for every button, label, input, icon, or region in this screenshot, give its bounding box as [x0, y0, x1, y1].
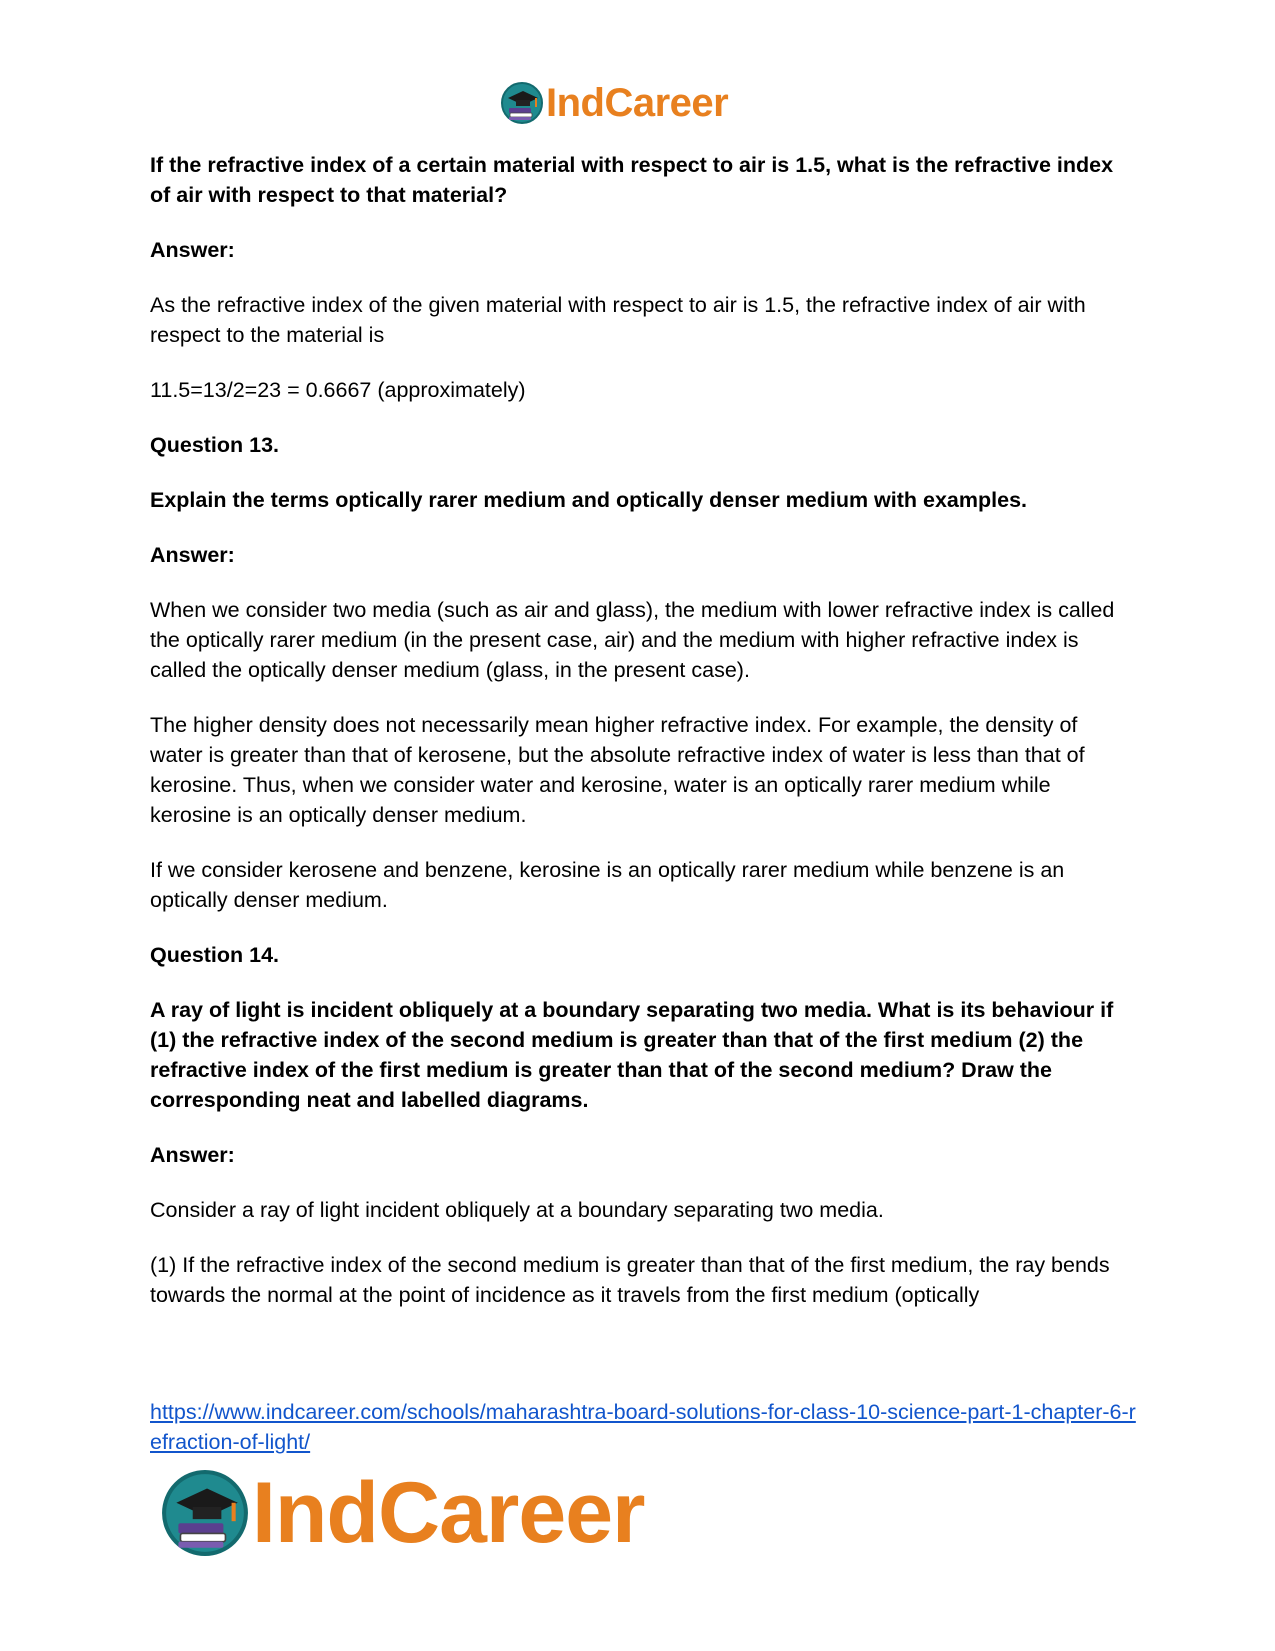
question-heading: Question 14. — [150, 943, 280, 967]
answer-label: Answer: — [150, 1143, 235, 1167]
graduation-cap-book-icon — [160, 1468, 250, 1558]
paragraph: Consider a ray of light incident obliquely at a boundary separating two media. — [150, 1198, 884, 1222]
question-heading: Question 13. — [150, 433, 280, 457]
brand-name: IndCareer — [252, 1464, 645, 1561]
paragraph: If the refractive index of a certain material with respect to air is 1.5, what is the refractive index of air with respect to that material? — [150, 153, 1114, 207]
paragraph: As the refractive index of the given material with respect to air is 1.5, the refractive index of air with respect to the material is — [150, 293, 1086, 347]
question-text: A ray of light is incident obliquely at a boundary separating two media. What is its behaviour if (1) the refractive index of the second medium is greater than that of the first medium (2) the refractive index of the first medium is greater than that of the second medium? Draw the corresponding neat and labelled diagrams. — [150, 998, 1114, 1112]
footer-logo — [160, 1465, 645, 1561]
graduation-cap-book-icon — [500, 81, 544, 125]
brand-name: IndCareer — [546, 80, 729, 125]
document-body — [150, 150, 1130, 1335]
paragraph: When we consider two media (such as air and glass), the medium with lower refractive index is called the optically rarer medium (in the present case, air) and the medium with higher refractive index is called the optically denser medium (glass, in the present case). — [150, 598, 1115, 682]
answer-label: Answer: — [150, 543, 235, 567]
paragraph: If we consider kerosene and benzene, kerosine is an optically rarer medium while benzene is an optically denser medium. — [150, 858, 1065, 912]
answer-label: Answer: — [150, 238, 235, 262]
formula-line: 11.5=13/2=23 = 0.6667 (approximately) — [150, 378, 526, 402]
paragraph: The higher density does not necessarily mean higher refractive index. For example, the density of water is greater than that of kerosene, but the absolute refractive index of water is less than that of kerosine. Thus, when we consider water and kerosine, water is an optically rarer medium while kerosine is an optically denser medium. — [150, 713, 1085, 827]
source-url-link[interactable]: https://www.indcareer.com/schools/maharashtra-board-solutions-for-class-10-science-part-1-chapter-6-refraction-of-light/ — [150, 1400, 1136, 1454]
paragraph: (1) If the refractive index of the second medium is greater than that of the first medium, the ray bends towards the normal at the point of incidence as it travels from the first medium (optically — [150, 1253, 1110, 1307]
header-logo — [500, 80, 728, 126]
question-text: Explain the terms optically rarer medium and optically denser medium with examples. — [150, 488, 1027, 512]
